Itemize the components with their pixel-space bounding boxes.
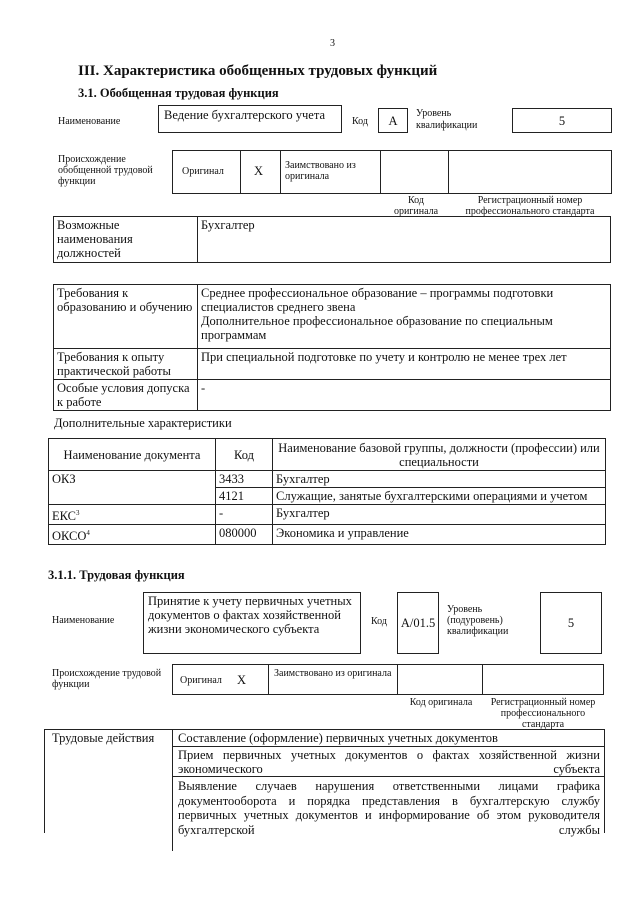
add-code-3: 080000 [216,525,273,545]
add-doc-3-text: ОКСО [52,529,87,544]
tf-reg-num-label: Регистрационный номер профессионального стандарта [490,697,596,730]
gtf-code-label: Код [352,116,368,127]
possible-names-table [53,216,611,263]
gtf-subtitle: 3.1. Обобщенная трудовая функция [78,86,279,100]
req-exp-label: Требования к опыту практической работы [54,349,198,380]
gtf-name-label: Наименование [58,116,121,127]
gtf-origin-grid [172,150,612,194]
actions-label: Трудовые действия [52,731,155,745]
action-0: Составление (оформление) первичных учетных документов [178,731,498,745]
gtf-original-mark: X [254,164,264,178]
add-doc-3 [49,525,216,545]
add-doc-2 [49,505,216,525]
tf-code-orig-label: Код оригинала [409,697,473,708]
tf-code-value: A/01.5 [397,592,439,654]
gtf-borrowed-label: Заимствовано из оригинала [285,160,356,182]
add-code-0: 3433 [216,471,273,488]
tf-code-label: Код [371,616,387,627]
possible-names-value: Бухгалтер [198,217,611,263]
tf-level-value: 5 [540,592,602,654]
add-doc-2-text: ЕКС [52,509,76,524]
add-name-2: Бухгалтер [273,505,606,525]
gtf-code-value: A [378,108,408,133]
gtf-level-label-2: квалификации [416,120,478,131]
possible-names-label: Возможные наименования должностей [54,217,198,263]
tf-name-value: Принятие к учету первичных учетных документов о фактах хозяйственной жизни экономического субъекта [143,592,361,654]
add-header-name: Наименование базовой группы, должности (профессии) или специальности [273,439,606,471]
add-doc-3-sup: 4 [86,529,90,538]
page-number: 3 [330,38,335,49]
special-value: - [198,380,611,411]
add-name-0: Бухгалтер [273,471,606,488]
add-code-1: 4121 [216,488,273,505]
gtf-level-label-1: Уровень [416,108,452,119]
tf-original-label: Оригинал [180,675,222,686]
tf-origin-label: Происхождение трудовой функции [52,668,162,690]
tf-original-mark: X [237,673,247,687]
action-1: Прием первичных учетных документов о фактах хозяйственной жизни экономического субъекта [178,748,600,776]
section-title: III. Характеристика обобщенных трудовых функций [78,63,438,79]
req-edu-value-2: Дополнительное профессиональное образование по специальным программам [201,314,553,342]
gtf-name-value: Ведение бухгалтерского учета [158,105,342,133]
requirements-table [53,284,611,411]
add-doc-0: ОКЗ [49,471,216,505]
add-name-1: Служащие, занятые бухгалтерскими операциями и учетом [273,488,606,505]
additional-table [48,438,606,545]
tf-borrowed-label: Заимствовано из оригинала [274,668,392,679]
action-2: Выявление случаев нарушения ответственными лицами графика документооборота и порядка представления в бухгалтерскую службу первичных учетных документов и информирование об этом руководителя бухгалтерской службы [178,779,600,837]
tf-name-label: Наименование [52,615,115,626]
gtf-reg-num-label: Регистрационный номер профессионального стандарта [465,195,595,217]
req-edu-value-1: Среднее профессиональное образование – программы подготовки специалистов среднего звена [201,286,554,314]
gtf-origin-label: Происхождение обобщенной трудовой функции [58,154,153,187]
add-name-3: Экономика и управление [273,525,606,545]
gtf-original-label: Оригинал [182,166,224,177]
add-header-code: Код [216,439,273,471]
special-label: Особые условия допуска к работе [54,380,198,411]
req-edu-label: Требования к образованию и обучению [54,285,198,349]
tf-subtitle: 3.1.1. Трудовая функция [48,568,185,582]
additional-title: Дополнительные характеристики [54,416,232,430]
tf-level-label: Уровень (подуровень) квалификации [447,604,509,637]
gtf-level-value: 5 [512,108,612,133]
req-exp-value: При специальной подготовке по учету и контролю не менее трех лет [198,349,611,380]
gtf-code-orig-label: Код оригинала [393,195,439,217]
add-doc-2-sup: 3 [76,509,80,517]
add-header-doc: Наименование документа [49,439,216,471]
add-code-2: - [216,505,273,525]
